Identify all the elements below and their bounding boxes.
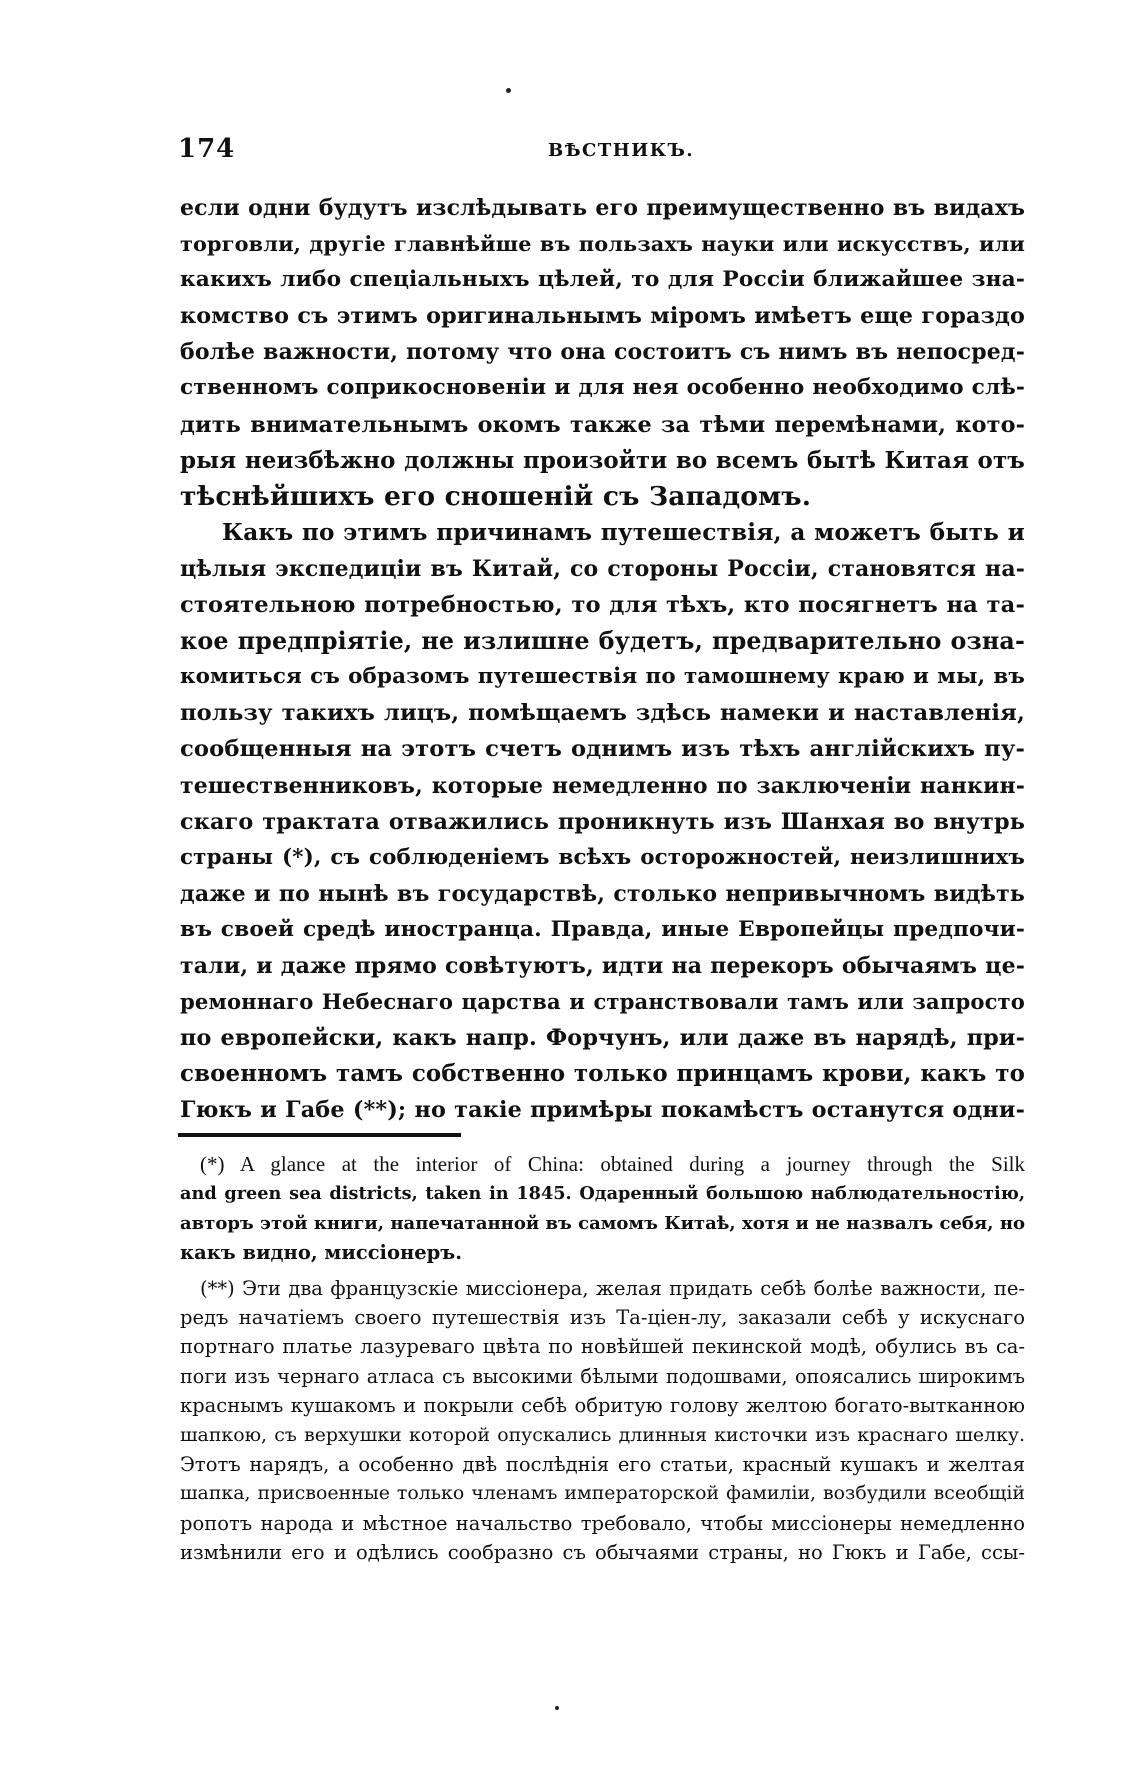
footnote-line: (*) A glance at the interior of China: obtained during a journey through the Silk [200, 1152, 1025, 1176]
print-speck [555, 1706, 559, 1710]
text-line: Гюкъ и Габе (**); но такіе примѣры покамѣстъ останутся одни- [180, 1097, 1025, 1124]
text-line: торговли, другіе главнѣйше въ пользахъ науки или искусствъ, или [180, 231, 1025, 257]
footnote-line: шапкою, съ верхушки которой опускались длинныя кисточки изъ краснаго шелку. [180, 1423, 1025, 1446]
main-text [180, 190, 1025, 1128]
text-line: даже и по нынѣ въ государствѣ, столько непривычномъ видѣть [180, 880, 1025, 907]
footnote-separator [178, 1133, 461, 1137]
footnote-line: редъ начатіемъ своего путешествія изъ Та-ціен-лу, заказали себѣ у искуснаго [180, 1305, 1025, 1329]
text-line: скаго трактата отважились проникнуть изъ Шанхая во внутрь [180, 808, 1025, 835]
text-line: пользу такихъ лицъ, помѣщаемъ здѣсь намеки и наставленія, [180, 700, 1025, 727]
text-line: тѣснѣйшихъ его сношеній съ Западомъ. [180, 480, 812, 512]
text-line: въ своей средѣ иностранца. Правда, иные Европейцы предпочи- [180, 916, 1025, 942]
footnote-line: and green sea districts, taken in 1845. Одаренный большою наблюдательностію, [180, 1183, 1025, 1205]
text-line: своенномъ тамъ собственно только принцамъ крови, какъ то [180, 1060, 1025, 1088]
text-line: рыя неизбѣжно должны произойти во всемъ бытѣ Китая отъ [180, 446, 1025, 474]
text-line: если одни будутъ изслѣдывать его преимущественно въ видахъ [180, 195, 1025, 221]
footnote-line: шапка, присвоенные только членамъ императорской фамиліи, возбудили всеобщій [180, 1482, 1025, 1505]
text-line: тали, и даже прямо совѣтуютъ, идти на перекоръ обычаямъ це- [180, 952, 1025, 979]
footnote-line: ропотъ народа и мѣстное начальство требовало, чтобы миссіонеры немедленно [180, 1511, 1025, 1535]
text-line: Какъ по этимъ причинамъ путешествія, а можетъ быть и [222, 518, 1025, 546]
text-line: сообщенныя на этотъ счетъ однимъ изъ тѣхъ англійскихъ пу- [180, 736, 1025, 763]
footnote-line: портнаго платье лазуреваго цвѣта по новѣйшей пекинской модѣ, обулись въ са- [180, 1335, 1025, 1359]
text-line: страны (*), съ соблюденіемъ всѣхъ осторожностей, неизлишнихъ [180, 844, 1025, 870]
text-line: стоятельною потребностью, то для тѣхъ, кто посягнетъ на та- [180, 592, 1025, 619]
footnotes [180, 1150, 1025, 1567]
text-line: по европейски, какъ напр. Форчунъ, или даже въ нарядѣ, при- [180, 1025, 1025, 1052]
print-speck [506, 88, 511, 93]
footnote-line: какъ видно, миссіонеръ. [180, 1241, 463, 1265]
page-number: 174 [178, 134, 236, 164]
text-line: ремоннаго Небеснаго царства и странствовали тамъ или запросто [180, 989, 1025, 1015]
footnote-line: Этотъ нарядъ, а особенно двѣ послѣднія его статьи, красный кушакъ и желтая [180, 1452, 1025, 1476]
page-header [178, 134, 1008, 174]
footnote-line: (**) Эти два французскіе миссіонера, желая придать себѣ болѣе важности, пе- [200, 1276, 1025, 1300]
text-line: комиться съ образомъ путешествія по тамошнему краю и мы, въ [180, 664, 1025, 690]
footnote-line: авторъ этой книги, напечатанной въ самомъ Китаѣ, хотя и не назвалъ себя, но [180, 1212, 1025, 1234]
text-line: тешественниковъ, которые немедленно по заключеніи нанкин- [180, 772, 1025, 799]
footnote-line: поги изъ чернаго атласа съ высокими бѣлыми подошвами, опоясались широкимъ [180, 1364, 1025, 1388]
text-line: какихъ либо спеціальныхъ цѣлей, то для Россіи ближайшее зна- [180, 267, 1025, 293]
footnote-line: краснымъ кушакомъ и покрыли себѣ обритую голову желтою богато-вытканною [180, 1394, 1025, 1418]
text-line: дить внимательнымъ окомъ также за тѣми перемѣнами, кото- [180, 411, 1025, 438]
footnote-line: измѣнили его и одѣлись сообразно съ обычаями страны, но Гюкъ и Габе, ссы- [180, 1541, 1025, 1565]
text-line: кое предпріятіе, не излишне будетъ, предварительно озна- [180, 627, 1025, 656]
text-line: комство съ этимъ оригинальнымъ міромъ имѣетъ еще гораздо [180, 303, 1025, 330]
running-title: ВѢСТНИКЪ. [548, 140, 695, 161]
text-line: ственномъ соприкосновеніи и для нея особенно необходимо слѣ- [180, 375, 1025, 401]
text-line: болѣе важности, потому что она состоитъ съ нимъ въ непосред- [180, 339, 1025, 366]
text-line: цѣлыя экспедиціи въ Китай, со стороны Россіи, становятся на- [180, 555, 1025, 582]
